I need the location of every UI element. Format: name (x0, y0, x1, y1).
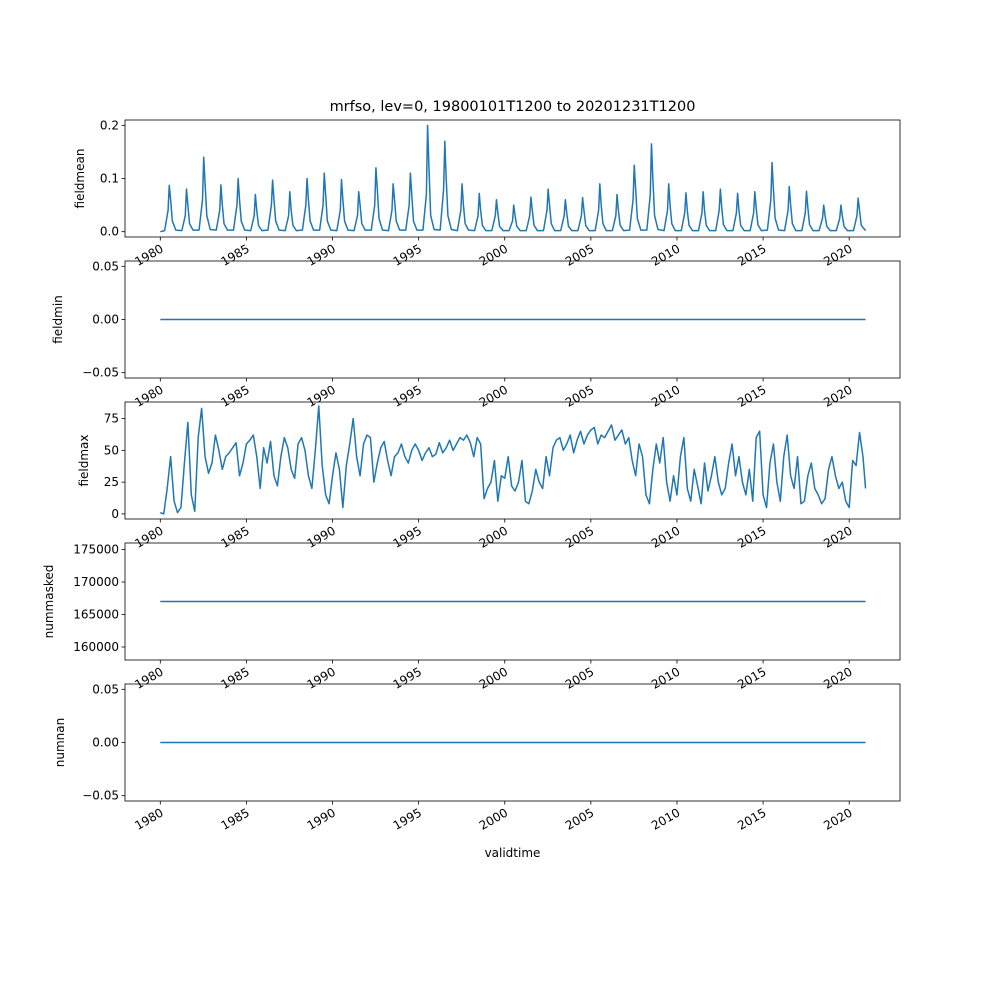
numnan-x-tick-label: 2005 (562, 805, 597, 833)
nummasked-y-axis-label: nummasked (42, 564, 56, 639)
panel-nummasked (42, 543, 900, 692)
fieldmax-x-tick-label: 1980 (132, 523, 166, 551)
numnan-y-tick-label: −0.05 (82, 788, 119, 803)
numnan-y-tick-label: 0.00 (92, 735, 119, 750)
fieldmean-x-tick-label: 1985 (218, 241, 252, 269)
nummasked-x-tick-label: 1990 (304, 664, 339, 692)
fieldmean-x-tick-label: 2015 (735, 241, 769, 269)
fieldmin-x-tick-label: 2020 (821, 382, 855, 410)
fieldmean-y-axis-label: fieldmean (73, 148, 87, 209)
fieldmax-x-tick-label: 1990 (304, 523, 339, 551)
nummasked-x-tick-label: 1995 (390, 664, 425, 692)
fieldmin-y-axis-label: fieldmin (51, 295, 65, 344)
numnan-x-tick-label: 2015 (735, 805, 769, 833)
fieldmax-series-line (160, 406, 865, 514)
nummasked-x-tick-label: 1985 (218, 664, 252, 692)
numnan-x-tick-label: 1995 (390, 805, 425, 833)
fieldmin-y-tick-label: −0.05 (82, 365, 119, 380)
fieldmean-x-tick-label: 2000 (476, 241, 511, 269)
fieldmin-y-tick-label: 0.05 (92, 259, 119, 274)
numnan-x-tick-label: 2020 (821, 805, 855, 833)
fieldmean-y-tick-label: 0.0 (99, 224, 119, 239)
fieldmax-y-axis-label: fieldmax (77, 434, 91, 487)
nummasked-x-tick-label: 2020 (821, 664, 855, 692)
fieldmean-x-tick-label: 1995 (390, 241, 425, 269)
fieldmean-series-line (160, 125, 865, 231)
numnan-x-tick-label: 1980 (132, 805, 166, 833)
numnan-y-axis-label: numnan (53, 717, 67, 768)
fieldmean-x-tick-label: 2010 (649, 241, 683, 269)
fieldmin-x-tick-label: 1985 (218, 382, 252, 410)
fieldmin-x-tick-label: 1995 (390, 382, 425, 410)
fieldmax-x-tick-label: 2000 (476, 523, 511, 551)
nummasked-y-tick-label: 170000 (73, 575, 119, 589)
fieldmax-x-tick-label: 2015 (735, 523, 769, 551)
panel-numnan (53, 682, 900, 833)
fieldmin-y-tick-label: 0.00 (92, 312, 119, 327)
fieldmax-y-tick-label: 25 (103, 475, 119, 490)
nummasked-x-tick-label: 2005 (562, 664, 597, 692)
chart-title: mrfso, lev=0, 19800101T1200 to 20201231T1200 (329, 99, 696, 115)
panel-fieldmean (73, 118, 900, 269)
fieldmin-x-tick-label: 2005 (562, 382, 597, 410)
nummasked-x-tick-label: 1980 (132, 664, 166, 692)
fieldmax-y-tick-label: 50 (103, 443, 119, 458)
x-axis-label: validtime (484, 846, 541, 860)
panel-fieldmin (51, 259, 900, 410)
fieldmean-y-tick-label: 0.2 (99, 118, 119, 133)
numnan-y-tick-label: 0.05 (92, 682, 119, 697)
fieldmean-y-tick-label: 0.1 (99, 171, 119, 186)
nummasked-x-tick-label: 2015 (735, 664, 769, 692)
panel-fieldmax (77, 402, 900, 551)
fieldmax-y-tick-label: 0 (111, 506, 119, 521)
nummasked-y-tick-label: 165000 (73, 607, 119, 622)
fieldmean-x-tick-label: 2005 (562, 241, 597, 269)
fieldmax-x-tick-label: 2010 (649, 523, 683, 551)
fieldmax-x-tick-label: 2020 (821, 523, 855, 551)
nummasked-x-tick-label: 2000 (476, 664, 511, 692)
fieldmean-x-tick-label: 1980 (132, 241, 166, 269)
fieldmax-x-tick-label: 1985 (218, 523, 252, 551)
numnan-x-tick-label: 2000 (476, 805, 511, 833)
fieldmean-x-tick-label: 2020 (821, 241, 855, 269)
numnan-x-tick-label: 2010 (649, 805, 683, 833)
numnan-x-tick-label: 1990 (304, 805, 339, 833)
fieldmin-x-tick-label: 1980 (132, 382, 166, 410)
fieldmax-x-tick-label: 2005 (562, 523, 597, 551)
nummasked-y-tick-label: 160000 (73, 640, 119, 654)
fieldmin-x-tick-label: 2010 (649, 382, 683, 410)
fieldmin-x-tick-label: 1990 (304, 382, 339, 410)
fieldmax-x-tick-label: 1995 (390, 523, 425, 551)
fieldmin-x-tick-label: 2015 (735, 382, 769, 410)
nummasked-x-tick-label: 2010 (649, 664, 683, 692)
fieldmean-x-tick-label: 1990 (304, 241, 339, 269)
fieldmin-x-tick-label: 2000 (476, 382, 511, 410)
numnan-x-tick-label: 1985 (218, 805, 252, 833)
fieldmax-y-tick-label: 75 (103, 411, 119, 426)
nummasked-y-tick-label: 175000 (73, 542, 119, 557)
